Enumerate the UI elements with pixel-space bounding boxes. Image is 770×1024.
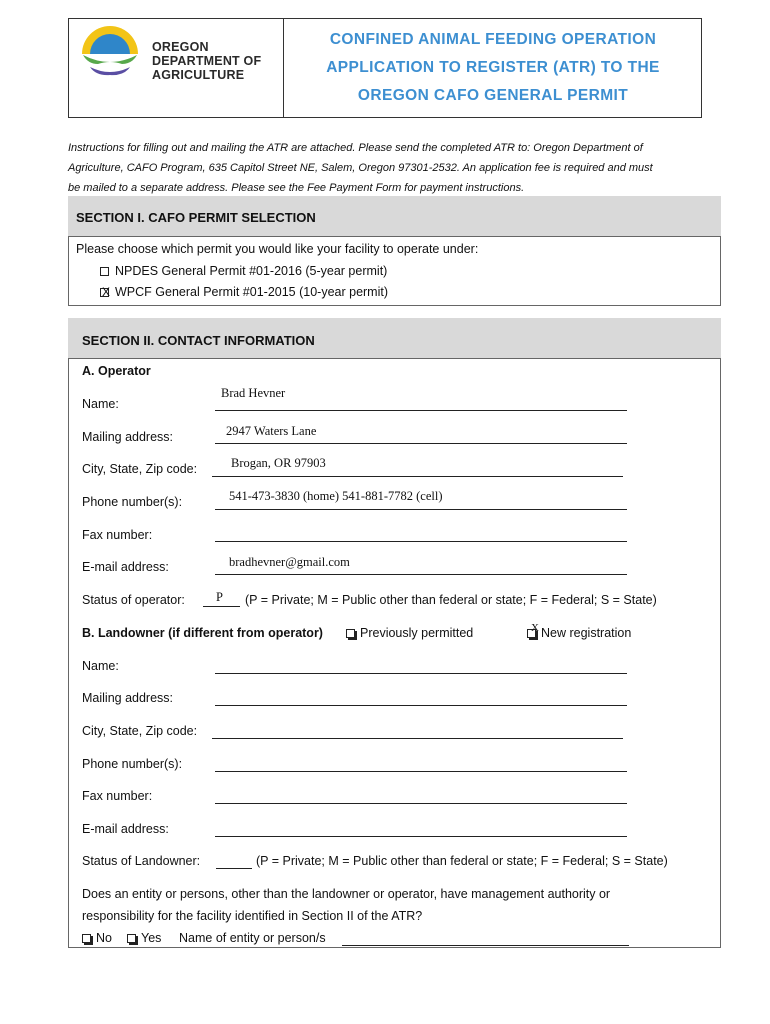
entity-question-line-2: responsibility for the facility identified in Section II of the ATR? bbox=[82, 909, 423, 923]
operator-name-label: Name: bbox=[82, 397, 119, 411]
section-2-header bbox=[68, 318, 721, 359]
section-1-prompt: Please choose which permit you would like your facility to operate under: bbox=[76, 242, 479, 256]
landowner-mailing-line[interactable] bbox=[215, 705, 627, 706]
landowner-mailing-label: Mailing address: bbox=[82, 691, 174, 705]
landowner-fax-label: Fax number: bbox=[82, 789, 153, 803]
entity-no-checkbox[interactable] bbox=[82, 934, 91, 943]
wpcf-check-mark: X bbox=[102, 285, 111, 300]
landowner-email-label: E-mail address: bbox=[82, 822, 169, 836]
landowner-name-label: Name: bbox=[82, 659, 119, 673]
landowner-city-label: City, State, Zip code: bbox=[82, 724, 198, 738]
landowner-heading: B. Landowner (if different from operator) bbox=[82, 626, 323, 640]
logo-line: DEPARTMENT OF bbox=[152, 54, 262, 68]
entity-question-line-1: Does an entity or persons, other than the landowner or operator, have management authority or bbox=[82, 887, 611, 901]
operator-name-value[interactable]: Brad Hevner bbox=[221, 386, 286, 400]
landowner-fax-line[interactable] bbox=[215, 803, 627, 804]
new-registration-label: New registration bbox=[541, 626, 632, 640]
wpcf-checkbox[interactable] bbox=[100, 285, 111, 300]
operator-status-label: Status of operator: bbox=[82, 593, 185, 607]
wpcf-label: WPCF General Permit #01-2015 (10-year permit) bbox=[115, 285, 389, 299]
operator-mailing-label: Mailing address: bbox=[82, 430, 174, 444]
title-line: CONFINED ANIMAL FEEDING OPERATION bbox=[329, 31, 657, 48]
new-registration-option[interactable] bbox=[527, 622, 632, 640]
landowner-status-line[interactable] bbox=[216, 868, 252, 869]
operator-phone-value[interactable]: 541-473-3830 (home) 541-881-7782 (cell) bbox=[229, 489, 443, 503]
entity-yes-checkbox[interactable] bbox=[127, 934, 136, 943]
npdes-checkbox[interactable] bbox=[100, 267, 109, 276]
operator-mailing-line bbox=[215, 443, 627, 444]
instructions-line: Agriculture, CAFO Program, 635 Capitol Street NE, Salem, Oregon 97301-2532. An application fee is required and must bbox=[68, 162, 653, 174]
operator-mailing-value[interactable]: 2947 Waters Lane bbox=[226, 424, 317, 438]
npdes-label: NPDES General Permit #01-2016 (5-year permit) bbox=[115, 264, 388, 278]
entity-yes-option[interactable] bbox=[127, 931, 161, 945]
landowner-name-line[interactable] bbox=[215, 673, 627, 674]
entity-no-label: No bbox=[96, 931, 112, 945]
form-title bbox=[292, 26, 694, 110]
section-1-header bbox=[68, 196, 721, 237]
instructions-line: Instructions for filling out and mailing the ATR are attached. Please send the completed ATR to: Oregon Department of bbox=[68, 142, 643, 154]
section-1-title: SECTION I. CAFO PERMIT SELECTION bbox=[76, 210, 316, 225]
permit-option-wpcf[interactable] bbox=[100, 285, 388, 299]
operator-name-line bbox=[215, 410, 627, 411]
landowner-status-legend: (P = Private; M = Public other than federal or state; F = Federal; S = State) bbox=[256, 854, 668, 868]
landowner-city-line[interactable] bbox=[212, 738, 623, 739]
operator-email-value[interactable]: bradhevner@gmail.com bbox=[229, 555, 350, 569]
oda-logo-icon bbox=[80, 24, 140, 82]
operator-phone-line bbox=[215, 509, 627, 510]
new-registration-checkbox[interactable] bbox=[527, 622, 539, 638]
operator-status-line bbox=[203, 606, 240, 607]
previously-permitted-label: Previously permitted bbox=[360, 626, 474, 640]
operator-fax-line bbox=[215, 541, 627, 542]
logo-line: OREGON bbox=[152, 40, 209, 54]
operator-city-line bbox=[212, 476, 623, 477]
previously-permitted-checkbox[interactable] bbox=[346, 629, 355, 638]
entity-no-option[interactable] bbox=[82, 931, 112, 945]
landowner-phone-label: Phone number(s): bbox=[82, 757, 183, 771]
operator-city-value[interactable]: Brogan, OR 97903 bbox=[231, 456, 326, 470]
header-divider bbox=[283, 18, 284, 118]
operator-heading: A. Operator bbox=[82, 364, 151, 378]
title-line: OREGON CAFO GENERAL PERMIT bbox=[357, 87, 629, 104]
operator-phone-label: Phone number(s): bbox=[82, 495, 183, 509]
operator-status-value[interactable]: P bbox=[216, 590, 223, 604]
entity-yes-label: Yes bbox=[141, 931, 162, 945]
section-2-title: SECTION II. CONTACT INFORMATION bbox=[82, 333, 315, 348]
new-registration-check-mark: X bbox=[531, 622, 539, 635]
logo-wordmark bbox=[152, 40, 261, 82]
operator-status-legend: (P = Private; M = Public other than federal or state; F = Federal; S = State) bbox=[245, 593, 657, 607]
landowner-status-label: Status of Landowner: bbox=[82, 854, 201, 868]
title-line: APPLICATION TO REGISTER (ATR) TO THE bbox=[326, 59, 660, 76]
entity-name-line[interactable] bbox=[342, 945, 629, 946]
instructions bbox=[68, 138, 728, 198]
operator-city-label: City, State, Zip code: bbox=[82, 462, 198, 476]
entity-name-label: Name of entity or person/s bbox=[179, 931, 326, 945]
previously-permitted-option[interactable] bbox=[346, 626, 473, 640]
landowner-email-line[interactable] bbox=[215, 836, 627, 837]
logo-line: AGRICULTURE bbox=[152, 68, 245, 82]
operator-email-line bbox=[215, 574, 627, 575]
operator-fax-label: Fax number: bbox=[82, 528, 153, 542]
permit-option-npdes[interactable] bbox=[100, 264, 387, 278]
landowner-phone-line[interactable] bbox=[215, 771, 627, 772]
operator-email-label: E-mail address: bbox=[82, 560, 169, 574]
instructions-line: be mailed to a separate address. Please see the Fee Payment Form for payment instructions. bbox=[68, 182, 525, 194]
